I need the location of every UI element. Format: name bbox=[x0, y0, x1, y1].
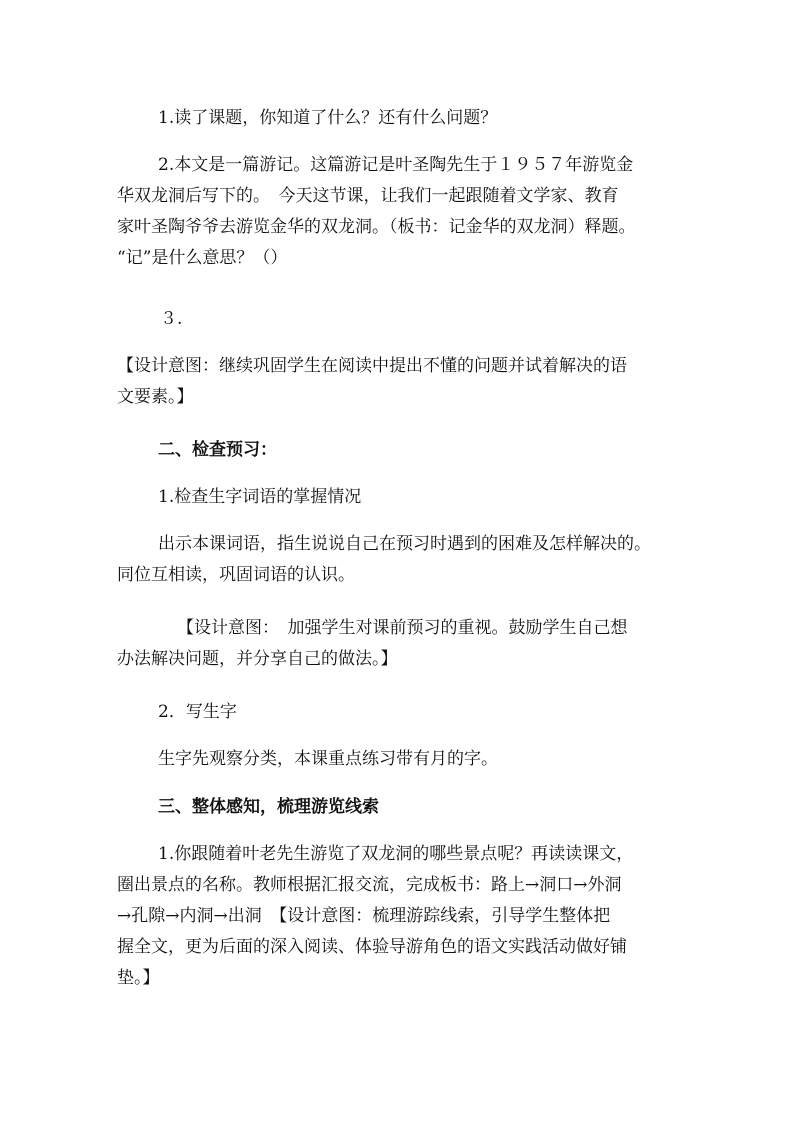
text-line: “记”是什么意思？（） bbox=[117, 248, 288, 268]
paragraph-item-3 bbox=[160, 304, 720, 335]
text-line: 办法解决问题，并分享自己的做法。】 bbox=[117, 649, 398, 669]
text-line: 圈出景点的名称。教师根据汇报交流，完成板书：路上→洞口→外洞 bbox=[117, 875, 622, 895]
paragraph-show-words bbox=[117, 529, 677, 591]
text-line: ３. bbox=[160, 309, 183, 329]
text-line: 同位互相读，巩固词语的认识。 bbox=[117, 565, 355, 585]
paragraph-check-words bbox=[158, 482, 718, 513]
text-line: 握全文，更为后面的深入阅读、体验导游角色的语文实践活动做好铺 bbox=[117, 937, 627, 957]
text-line: 垫。】 bbox=[117, 968, 160, 988]
text-line: 家叶圣陶爷爷去游览金华的双龙洞。（板书：记金华的双龙洞）释题。 bbox=[117, 217, 636, 237]
text-line: 华双龙洞后写下的。 今天这节课，让我们一起跟随着文学家、教育 bbox=[117, 186, 619, 206]
text-line: 1.检查生字词语的掌握情况 bbox=[158, 487, 362, 507]
text-line: 1.你跟随着叶老先生游览了双龙洞的哪些景点呢？再读读课文， bbox=[158, 844, 634, 864]
text-line: 【设计意图：继续巩固学生在阅读中提出不懂的问题并试着解决的语 bbox=[117, 356, 627, 376]
text-line: 三、整体感知，梳理游览线索 bbox=[158, 797, 379, 817]
paragraph-design-intent-2 bbox=[117, 613, 677, 675]
text-line: 文要素。】 bbox=[117, 387, 194, 407]
paragraph-design-intent-1 bbox=[117, 351, 677, 413]
section-heading-check-preview bbox=[158, 435, 718, 466]
paragraph-write-characters bbox=[158, 697, 718, 728]
paragraph-question-1 bbox=[158, 103, 718, 134]
text-line: 二、检查预习： bbox=[158, 440, 277, 460]
text-line: 生字先观察分类，本课重点练习带有月的字。 bbox=[158, 749, 498, 769]
text-line: 2.本文是一篇游记。这篇游记是叶圣陶先生于１９５７年游览金 bbox=[158, 155, 634, 175]
text-line: 【设计意图： 加强学生对课前预习的重视。鼓励学生自己想 bbox=[177, 618, 628, 638]
text-line: 1.读了课题，你知道了什么？还有什么问题？ bbox=[158, 108, 498, 128]
text-line: →孔隙→内洞→出洞 【设计意图：梳理游踪线索，引导学生整体把 bbox=[117, 906, 611, 926]
paragraph-classify-characters bbox=[158, 744, 718, 775]
section-heading-overall-perception bbox=[158, 792, 718, 823]
text-line: 出示本课词语，指生说说自己在预习时遇到的困难及怎样解决的。 bbox=[158, 534, 651, 554]
text-line: 2．写生字 bbox=[158, 702, 237, 722]
paragraph-tour-route bbox=[117, 839, 677, 994]
paragraph-intro-2 bbox=[117, 150, 677, 274]
